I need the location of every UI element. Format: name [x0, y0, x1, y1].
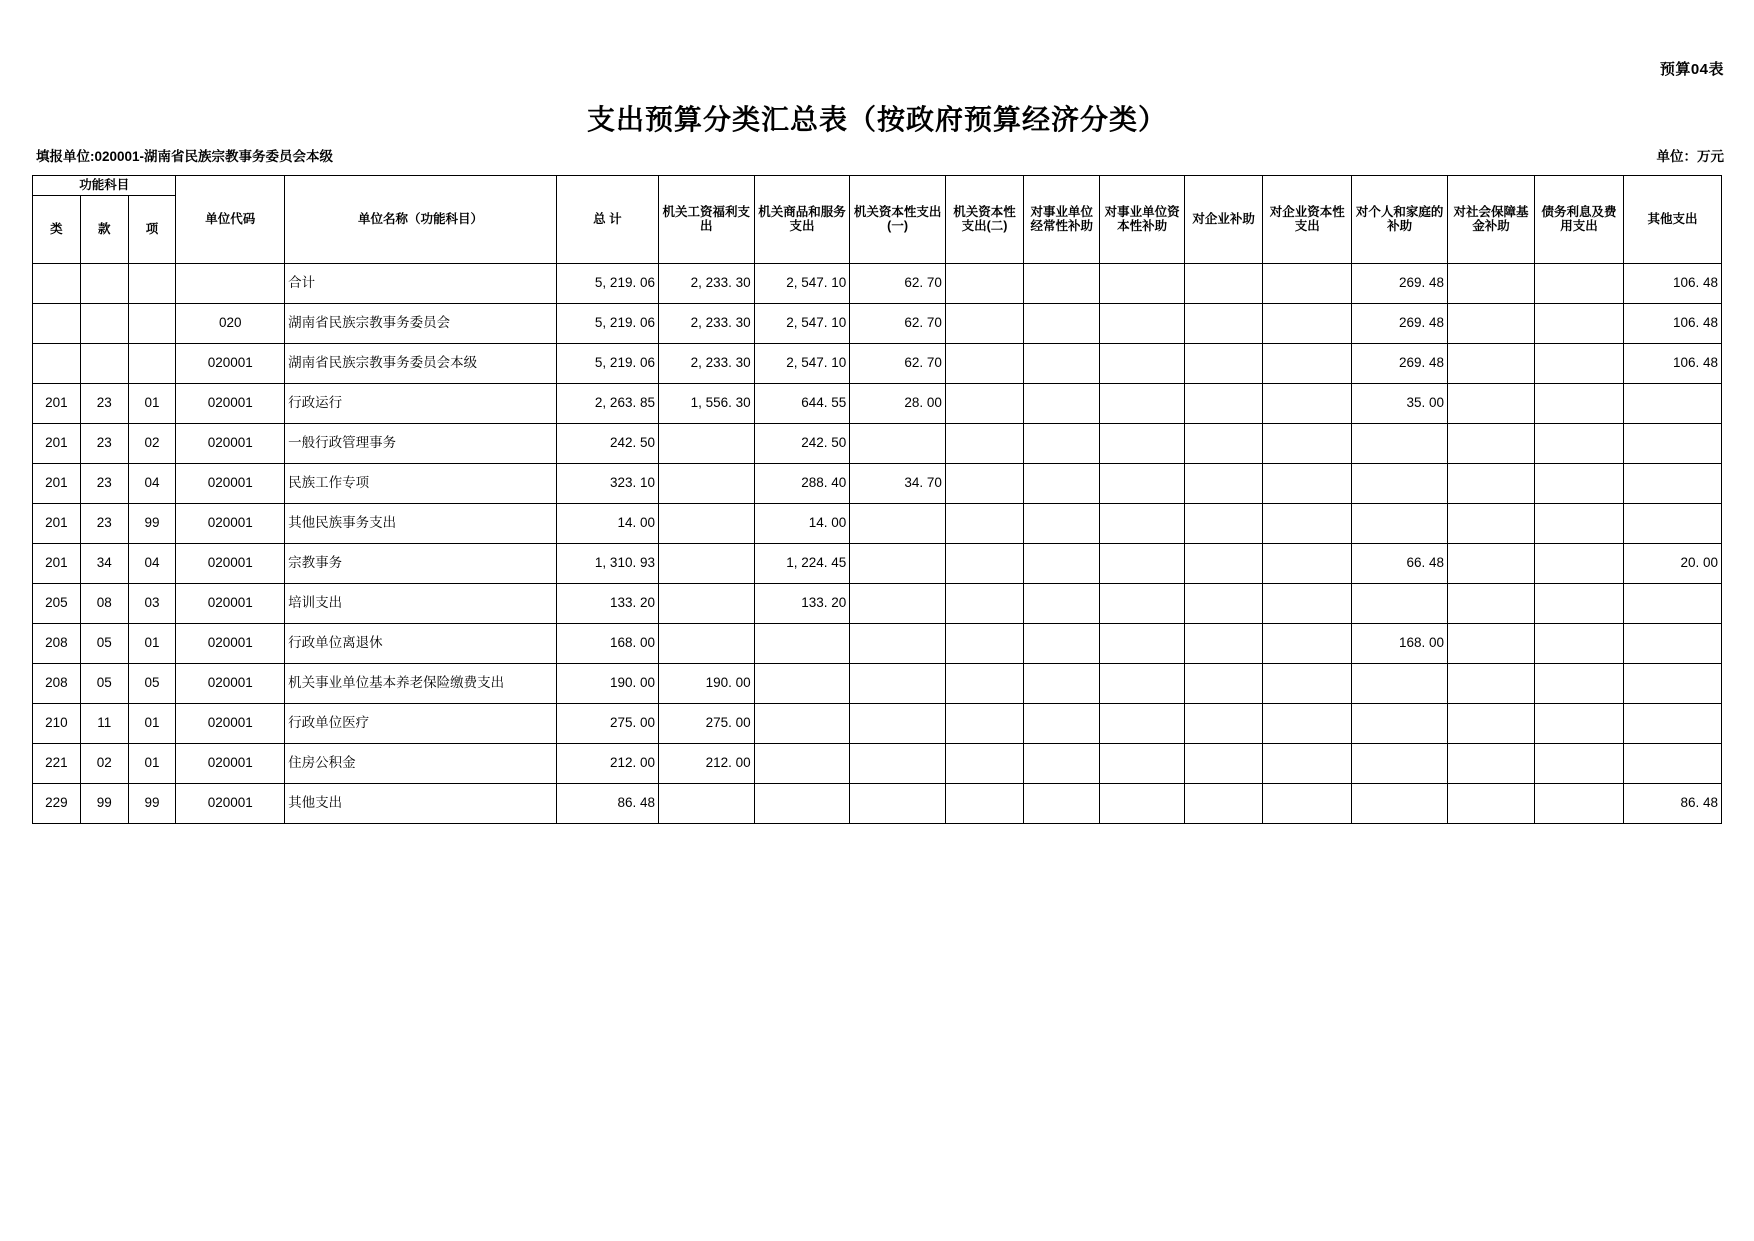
cell-col-3 — [945, 423, 1023, 463]
cell-col-11 — [1624, 623, 1722, 663]
cell-lei: 210 — [33, 703, 81, 743]
cell-unit-code: 020001 — [176, 463, 285, 503]
cell-col-3 — [945, 343, 1023, 383]
cell-col-6 — [1185, 503, 1263, 543]
header-xiang: 项 — [128, 195, 176, 263]
cell-col-2 — [850, 783, 946, 823]
cell-col-4 — [1024, 383, 1100, 423]
cell-col-3 — [945, 263, 1023, 303]
cell-col-5 — [1100, 543, 1185, 583]
cell-col-5 — [1100, 503, 1185, 543]
cell-col-4 — [1024, 343, 1100, 383]
form-code-label: 预算04表 — [1659, 61, 1724, 78]
cell-col-7 — [1263, 303, 1352, 343]
cell-xiang — [128, 263, 176, 303]
cell-kuan: 99 — [80, 783, 128, 823]
cell-col-3 — [945, 743, 1023, 783]
cell-kuan — [80, 303, 128, 343]
cell-col-0 — [658, 783, 754, 823]
cell-col-6 — [1185, 583, 1263, 623]
cell-col-7 — [1263, 343, 1352, 383]
cell-unit-name: 住房公积金 — [285, 743, 557, 783]
cell-col-8 — [1352, 463, 1448, 503]
cell-xiang: 01 — [128, 623, 176, 663]
cell-col-11 — [1624, 743, 1722, 783]
cell-unit-code: 020001 — [176, 663, 285, 703]
cell-col-4 — [1024, 583, 1100, 623]
cell-col-3 — [945, 303, 1023, 343]
cell-lei: 221 — [33, 743, 81, 783]
cell-col-10 — [1534, 743, 1623, 783]
cell-col-2: 62. 70 — [850, 303, 946, 343]
cell-lei: 201 — [33, 423, 81, 463]
cell-col-9 — [1448, 743, 1535, 783]
cell-col-1: 288. 40 — [754, 463, 850, 503]
cell-kuan: 23 — [80, 423, 128, 463]
table-row — [33, 263, 1722, 303]
cell-col-9 — [1448, 263, 1535, 303]
cell-kuan — [80, 263, 128, 303]
cell-kuan: 08 — [80, 583, 128, 623]
cell-col-8: 269. 48 — [1352, 303, 1448, 343]
cell-col-1: 2, 547. 10 — [754, 343, 850, 383]
cell-kuan: 05 — [80, 663, 128, 703]
cell-xiang — [128, 343, 176, 383]
cell-kuan: 23 — [80, 383, 128, 423]
table-row — [33, 743, 1722, 783]
cell-col-2 — [850, 703, 946, 743]
cell-col-7 — [1263, 623, 1352, 663]
cell-col-9 — [1448, 303, 1535, 343]
cell-col-6 — [1185, 263, 1263, 303]
cell-col-1 — [754, 743, 850, 783]
cell-col-9 — [1448, 343, 1535, 383]
cell-col-0 — [658, 423, 754, 463]
cell-total: 323. 10 — [556, 463, 658, 503]
cell-col-8 — [1352, 743, 1448, 783]
header-col-9: 对社会保障基金补助 — [1448, 176, 1535, 264]
cell-col-11 — [1624, 583, 1722, 623]
table-row — [33, 303, 1722, 343]
cell-lei: 229 — [33, 783, 81, 823]
cell-col-2 — [850, 743, 946, 783]
cell-col-10 — [1534, 703, 1623, 743]
header-lei: 类 — [33, 195, 81, 263]
cell-unit-name: 合计 — [285, 263, 557, 303]
cell-col-11 — [1624, 503, 1722, 543]
cell-total: 168. 00 — [556, 623, 658, 663]
cell-col-10 — [1534, 543, 1623, 583]
cell-col-11: 106. 48 — [1624, 263, 1722, 303]
header-unit-code: 单位代码 — [176, 176, 285, 264]
cell-col-0: 275. 00 — [658, 703, 754, 743]
cell-unit-name: 宗教事务 — [285, 543, 557, 583]
cell-col-2 — [850, 583, 946, 623]
header-kuan: 款 — [80, 195, 128, 263]
cell-col-9 — [1448, 583, 1535, 623]
header-col-7: 对企业资本性支出 — [1263, 176, 1352, 264]
cell-col-9 — [1448, 663, 1535, 703]
cell-col-10 — [1534, 463, 1623, 503]
cell-col-10 — [1534, 583, 1623, 623]
table-row — [33, 663, 1722, 703]
cell-col-3 — [945, 463, 1023, 503]
cell-col-8: 66. 48 — [1352, 543, 1448, 583]
cell-unit-name: 培训支出 — [285, 583, 557, 623]
cell-kuan: 34 — [80, 543, 128, 583]
table-row — [33, 343, 1722, 383]
cell-unit-name: 行政单位离退休 — [285, 623, 557, 663]
cell-col-10 — [1534, 503, 1623, 543]
table-row — [33, 783, 1722, 823]
reporting-unit-label: 填报单位:020001-湖南省民族宗教事务委员会本级 — [36, 149, 334, 164]
cell-col-2 — [850, 423, 946, 463]
cell-col-0 — [658, 623, 754, 663]
cell-xiang: 01 — [128, 383, 176, 423]
header-col-6: 对企业补助 — [1185, 176, 1263, 264]
cell-total: 133. 20 — [556, 583, 658, 623]
cell-unit-code: 020001 — [176, 383, 285, 423]
cell-col-0 — [658, 463, 754, 503]
cell-col-8 — [1352, 703, 1448, 743]
cell-unit-name: 行政运行 — [285, 383, 557, 423]
header-col-10: 债务利息及费用支出 — [1534, 176, 1623, 264]
cell-col-10 — [1534, 663, 1623, 703]
cell-total: 14. 00 — [556, 503, 658, 543]
cell-col-10 — [1534, 303, 1623, 343]
cell-col-1: 1, 224. 45 — [754, 543, 850, 583]
cell-col-5 — [1100, 463, 1185, 503]
cell-col-10 — [1534, 623, 1623, 663]
cell-lei — [33, 263, 81, 303]
cell-col-7 — [1263, 263, 1352, 303]
cell-kuan: 23 — [80, 503, 128, 543]
cell-col-4 — [1024, 503, 1100, 543]
cell-lei: 201 — [33, 503, 81, 543]
cell-xiang: 03 — [128, 583, 176, 623]
budget-table — [32, 175, 1722, 824]
cell-xiang: 04 — [128, 463, 176, 503]
cell-unit-name: 一般行政管理事务 — [285, 423, 557, 463]
cell-lei — [33, 303, 81, 343]
cell-col-1: 644. 55 — [754, 383, 850, 423]
cell-lei — [33, 343, 81, 383]
cell-col-6 — [1185, 383, 1263, 423]
table-row — [33, 423, 1722, 463]
cell-col-3 — [945, 543, 1023, 583]
cell-col-5 — [1100, 663, 1185, 703]
cell-col-6 — [1185, 783, 1263, 823]
cell-col-10 — [1534, 343, 1623, 383]
cell-col-3 — [945, 383, 1023, 423]
cell-col-11 — [1624, 423, 1722, 463]
cell-col-3 — [945, 783, 1023, 823]
cell-col-3 — [945, 583, 1023, 623]
header-unit-name: 单位名称（功能科目） — [285, 176, 557, 264]
cell-unit-code: 020001 — [176, 743, 285, 783]
cell-total: 2, 263. 85 — [556, 383, 658, 423]
header-col-5: 对事业单位资本性补助 — [1100, 176, 1185, 264]
cell-col-6 — [1185, 623, 1263, 663]
cell-col-7 — [1263, 583, 1352, 623]
cell-unit-name: 民族工作专项 — [285, 463, 557, 503]
cell-col-8 — [1352, 423, 1448, 463]
cell-col-4 — [1024, 303, 1100, 343]
cell-col-11 — [1624, 463, 1722, 503]
header-col-11: 其他支出 — [1624, 176, 1722, 264]
cell-xiang — [128, 303, 176, 343]
cell-col-5 — [1100, 343, 1185, 383]
header-col-1: 机关商品和服务支出 — [754, 176, 850, 264]
cell-xiang: 99 — [128, 783, 176, 823]
cell-col-6 — [1185, 743, 1263, 783]
cell-col-2 — [850, 663, 946, 703]
cell-col-9 — [1448, 623, 1535, 663]
cell-col-10 — [1534, 383, 1623, 423]
cell-col-0 — [658, 583, 754, 623]
cell-col-0: 190. 00 — [658, 663, 754, 703]
amount-unit-label: 单位：万元 — [1656, 149, 1724, 164]
cell-col-1 — [754, 703, 850, 743]
cell-xiang: 05 — [128, 663, 176, 703]
cell-unit-name: 机关事业单位基本养老保险缴费支出 — [285, 663, 557, 703]
cell-col-9 — [1448, 703, 1535, 743]
cell-col-11: 106. 48 — [1624, 343, 1722, 383]
cell-col-3 — [945, 503, 1023, 543]
cell-col-1 — [754, 623, 850, 663]
cell-col-2 — [850, 543, 946, 583]
table-row — [33, 543, 1722, 583]
cell-col-4 — [1024, 463, 1100, 503]
cell-unit-code: 020001 — [176, 423, 285, 463]
cell-col-3 — [945, 663, 1023, 703]
cell-col-7 — [1263, 383, 1352, 423]
cell-kuan — [80, 343, 128, 383]
cell-col-5 — [1100, 383, 1185, 423]
cell-col-11 — [1624, 383, 1722, 423]
cell-lei: 208 — [33, 623, 81, 663]
cell-col-1: 242. 50 — [754, 423, 850, 463]
cell-lei: 201 — [33, 463, 81, 503]
cell-lei: 208 — [33, 663, 81, 703]
cell-total: 5, 219. 06 — [556, 303, 658, 343]
cell-col-7 — [1263, 543, 1352, 583]
table-row — [33, 383, 1722, 423]
cell-col-1: 14. 00 — [754, 503, 850, 543]
cell-col-1: 2, 547. 10 — [754, 303, 850, 343]
cell-col-6 — [1185, 663, 1263, 703]
cell-unit-name: 湖南省民族宗教事务委员会 — [285, 303, 557, 343]
table-row — [33, 583, 1722, 623]
cell-col-0: 1, 556. 30 — [658, 383, 754, 423]
cell-col-4 — [1024, 663, 1100, 703]
cell-col-6 — [1185, 703, 1263, 743]
cell-col-7 — [1263, 503, 1352, 543]
cell-col-8: 269. 48 — [1352, 343, 1448, 383]
cell-col-9 — [1448, 463, 1535, 503]
cell-col-5 — [1100, 703, 1185, 743]
cell-total: 190. 00 — [556, 663, 658, 703]
cell-col-9 — [1448, 383, 1535, 423]
cell-col-3 — [945, 703, 1023, 743]
cell-col-3 — [945, 623, 1023, 663]
cell-col-11: 106. 48 — [1624, 303, 1722, 343]
cell-col-4 — [1024, 703, 1100, 743]
cell-col-2: 62. 70 — [850, 343, 946, 383]
cell-col-1 — [754, 783, 850, 823]
cell-col-0: 2, 233. 30 — [658, 343, 754, 383]
cell-col-2 — [850, 503, 946, 543]
cell-col-11: 20. 00 — [1624, 543, 1722, 583]
cell-unit-name: 其他支出 — [285, 783, 557, 823]
cell-col-4 — [1024, 743, 1100, 783]
cell-col-1 — [754, 663, 850, 703]
cell-kuan: 02 — [80, 743, 128, 783]
cell-col-7 — [1263, 423, 1352, 463]
cell-kuan: 05 — [80, 623, 128, 663]
cell-unit-code: 020001 — [176, 583, 285, 623]
cell-col-8 — [1352, 503, 1448, 543]
table-header-row-1 — [33, 176, 1722, 196]
cell-unit-name: 湖南省民族宗教事务委员会本级 — [285, 343, 557, 383]
cell-xiang: 04 — [128, 543, 176, 583]
cell-unit-code — [176, 263, 285, 303]
cell-col-1: 133. 20 — [754, 583, 850, 623]
cell-col-6 — [1185, 343, 1263, 383]
cell-col-2: 28. 00 — [850, 383, 946, 423]
cell-col-0 — [658, 543, 754, 583]
cell-total: 275. 00 — [556, 703, 658, 743]
table-body — [33, 263, 1722, 823]
table-row — [33, 623, 1722, 663]
header-col-0: 机关工资福利支出 — [658, 176, 754, 264]
cell-col-2: 34. 70 — [850, 463, 946, 503]
cell-col-0: 212. 00 — [658, 743, 754, 783]
cell-col-7 — [1263, 463, 1352, 503]
cell-col-7 — [1263, 743, 1352, 783]
page-title: 支出预算分类汇总表（按政府预算经济分类） — [586, 104, 1167, 135]
cell-col-8 — [1352, 583, 1448, 623]
cell-unit-code: 020001 — [176, 503, 285, 543]
header-total: 总 计 — [556, 176, 658, 264]
cell-col-8: 35. 00 — [1352, 383, 1448, 423]
cell-total: 86. 48 — [556, 783, 658, 823]
cell-col-7 — [1263, 783, 1352, 823]
cell-total: 5, 219. 06 — [556, 343, 658, 383]
header-col-4: 对事业单位经常性补助 — [1024, 176, 1100, 264]
cell-col-5 — [1100, 303, 1185, 343]
cell-col-9 — [1448, 503, 1535, 543]
meta-row — [36, 145, 1724, 165]
cell-col-9 — [1448, 783, 1535, 823]
header-function-group: 功能科目 — [33, 176, 176, 196]
cell-col-9 — [1448, 423, 1535, 463]
table-row — [33, 703, 1722, 743]
cell-col-11: 86. 48 — [1624, 783, 1722, 823]
cell-col-6 — [1185, 543, 1263, 583]
cell-xiang: 01 — [128, 703, 176, 743]
cell-xiang: 02 — [128, 423, 176, 463]
cell-col-2: 62. 70 — [850, 263, 946, 303]
cell-col-9 — [1448, 543, 1535, 583]
cell-unit-code: 020001 — [176, 343, 285, 383]
cell-col-8 — [1352, 783, 1448, 823]
cell-col-11 — [1624, 703, 1722, 743]
cell-col-6 — [1185, 463, 1263, 503]
cell-col-10 — [1534, 423, 1623, 463]
cell-col-8: 269. 48 — [1352, 263, 1448, 303]
cell-col-6 — [1185, 423, 1263, 463]
header-col-2: 机关资本性支出(一) — [850, 176, 946, 264]
cell-col-4 — [1024, 543, 1100, 583]
cell-kuan: 11 — [80, 703, 128, 743]
cell-unit-code: 020001 — [176, 783, 285, 823]
cell-col-4 — [1024, 423, 1100, 463]
cell-col-8 — [1352, 663, 1448, 703]
cell-col-7 — [1263, 703, 1352, 743]
cell-total: 5, 219. 06 — [556, 263, 658, 303]
cell-unit-name: 其他民族事务支出 — [285, 503, 557, 543]
cell-col-5 — [1100, 583, 1185, 623]
cell-kuan: 23 — [80, 463, 128, 503]
cell-total: 242. 50 — [556, 423, 658, 463]
cell-col-5 — [1100, 783, 1185, 823]
cell-col-4 — [1024, 263, 1100, 303]
cell-lei: 201 — [33, 543, 81, 583]
cell-col-0: 2, 233. 30 — [658, 303, 754, 343]
cell-col-8: 168. 00 — [1352, 623, 1448, 663]
cell-col-1: 2, 547. 10 — [754, 263, 850, 303]
header-col-8: 对个人和家庭的补助 — [1352, 176, 1448, 264]
table-row — [33, 503, 1722, 543]
header-col-3: 机关资本性支出(二) — [945, 176, 1023, 264]
cell-col-6 — [1185, 303, 1263, 343]
cell-total: 212. 00 — [556, 743, 658, 783]
cell-xiang: 99 — [128, 503, 176, 543]
cell-lei: 201 — [33, 383, 81, 423]
cell-unit-code: 020001 — [176, 543, 285, 583]
cell-col-5 — [1100, 423, 1185, 463]
cell-col-0 — [658, 503, 754, 543]
cell-lei: 205 — [33, 583, 81, 623]
cell-unit-code: 020001 — [176, 703, 285, 743]
cell-total: 1, 310. 93 — [556, 543, 658, 583]
cell-unit-code: 020 — [176, 303, 285, 343]
cell-col-4 — [1024, 623, 1100, 663]
cell-col-5 — [1100, 743, 1185, 783]
cell-unit-name: 行政单位医疗 — [285, 703, 557, 743]
cell-col-5 — [1100, 263, 1185, 303]
cell-xiang: 01 — [128, 743, 176, 783]
cell-col-4 — [1024, 783, 1100, 823]
cell-col-10 — [1534, 783, 1623, 823]
table-row — [33, 463, 1722, 503]
cell-col-7 — [1263, 663, 1352, 703]
cell-col-5 — [1100, 623, 1185, 663]
cell-unit-code: 020001 — [176, 623, 285, 663]
cell-col-10 — [1534, 263, 1623, 303]
cell-col-11 — [1624, 663, 1722, 703]
cell-col-2 — [850, 623, 946, 663]
cell-col-0: 2, 233. 30 — [658, 263, 754, 303]
